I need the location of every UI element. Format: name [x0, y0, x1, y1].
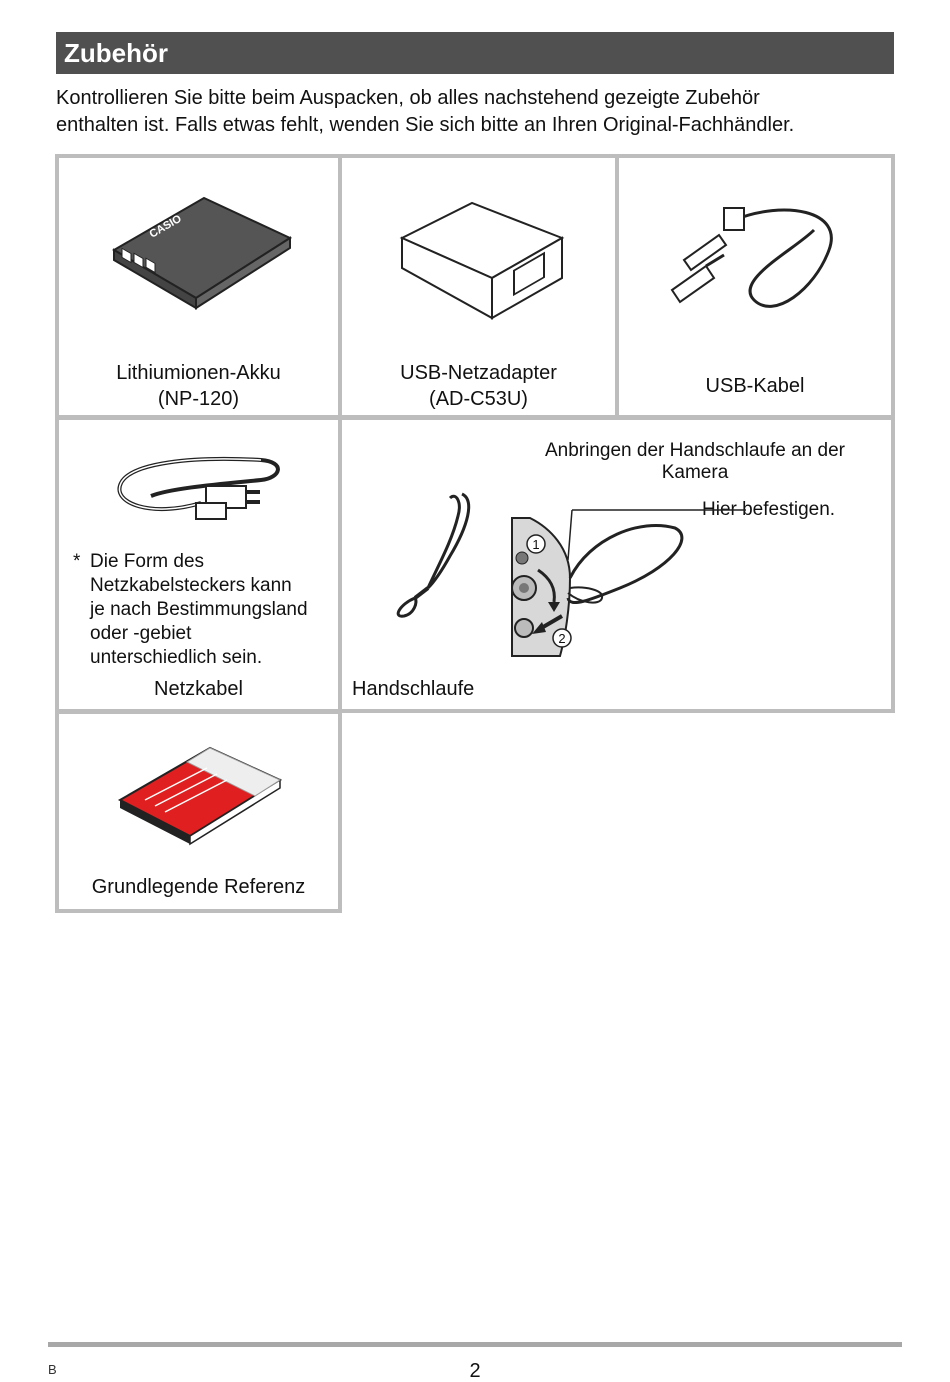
usb-cable-illustration [664, 190, 854, 330]
power-cord-illustration [111, 448, 291, 538]
adapter-model: (AD-C53U) [429, 388, 528, 410]
usb-adapter-illustration [392, 193, 572, 333]
footer-rule [48, 1342, 902, 1347]
attach-here-label: Hier befestigen. [702, 499, 836, 520]
accessory-cell-adapter [338, 154, 619, 419]
note-line: oder -gebiet [90, 623, 192, 644]
accessory-cell-usb-cable [615, 154, 895, 419]
accessory-cell-reference [55, 710, 342, 913]
attach-instructions-title [520, 440, 870, 484]
battery-caption [59, 360, 338, 412]
note-line: Die Form des [90, 551, 205, 572]
intro-line-2: enthalten ist. Falls etwas fehlt, wenden Sie sich bitte an Ihren Original-Fachhändler. [56, 114, 795, 136]
step-2-number: 2 [558, 631, 566, 646]
battery-illustration [104, 190, 304, 320]
note-asterisk: * [73, 551, 81, 572]
usb-cable-name: USB-Kabel [705, 375, 805, 397]
note-line: je nach Bestimmungsland [90, 599, 308, 620]
accessory-cell-power-cord [55, 416, 342, 713]
note-line: unterschiedlich sein. [90, 647, 263, 668]
reference-name: Grundlegende Referenz [91, 876, 306, 898]
reference-booklet-illustration [115, 740, 285, 850]
intro-line-1: Kontrollieren Sie bitte beim Auspacken, ob alles nachstehend gezeigte Zubehör [56, 87, 760, 109]
section-title: Zubehör [56, 32, 894, 74]
strap-illustration [370, 486, 480, 626]
adapter-name: USB-Netzadapter [400, 362, 557, 384]
adapter-caption [342, 360, 615, 412]
power-cord-name: Netzkabel [154, 678, 243, 700]
step-1-number: 1 [532, 537, 540, 552]
page-number: 2 [469, 1360, 481, 1382]
attach-title-line-2: Kamera [661, 462, 729, 483]
accessory-cell-battery [55, 154, 342, 419]
battery-model: (NP-120) [157, 388, 240, 410]
battery-brand-label: CASIO [147, 212, 184, 241]
strap-name: Handschlaufe [352, 678, 475, 700]
accessory-cell-strap [338, 416, 895, 713]
strap-attachment-diagram [510, 498, 870, 658]
footer-left-mark: B [48, 1362, 57, 1377]
battery-name: Lithiumionen-Akku [116, 362, 281, 384]
intro-text [56, 85, 906, 139]
attach-title-line-1: Anbringen der Handschlaufe an der [545, 440, 845, 461]
note-line: Netzkabelsteckers kann [90, 575, 292, 596]
power-cord-note [73, 550, 338, 675]
